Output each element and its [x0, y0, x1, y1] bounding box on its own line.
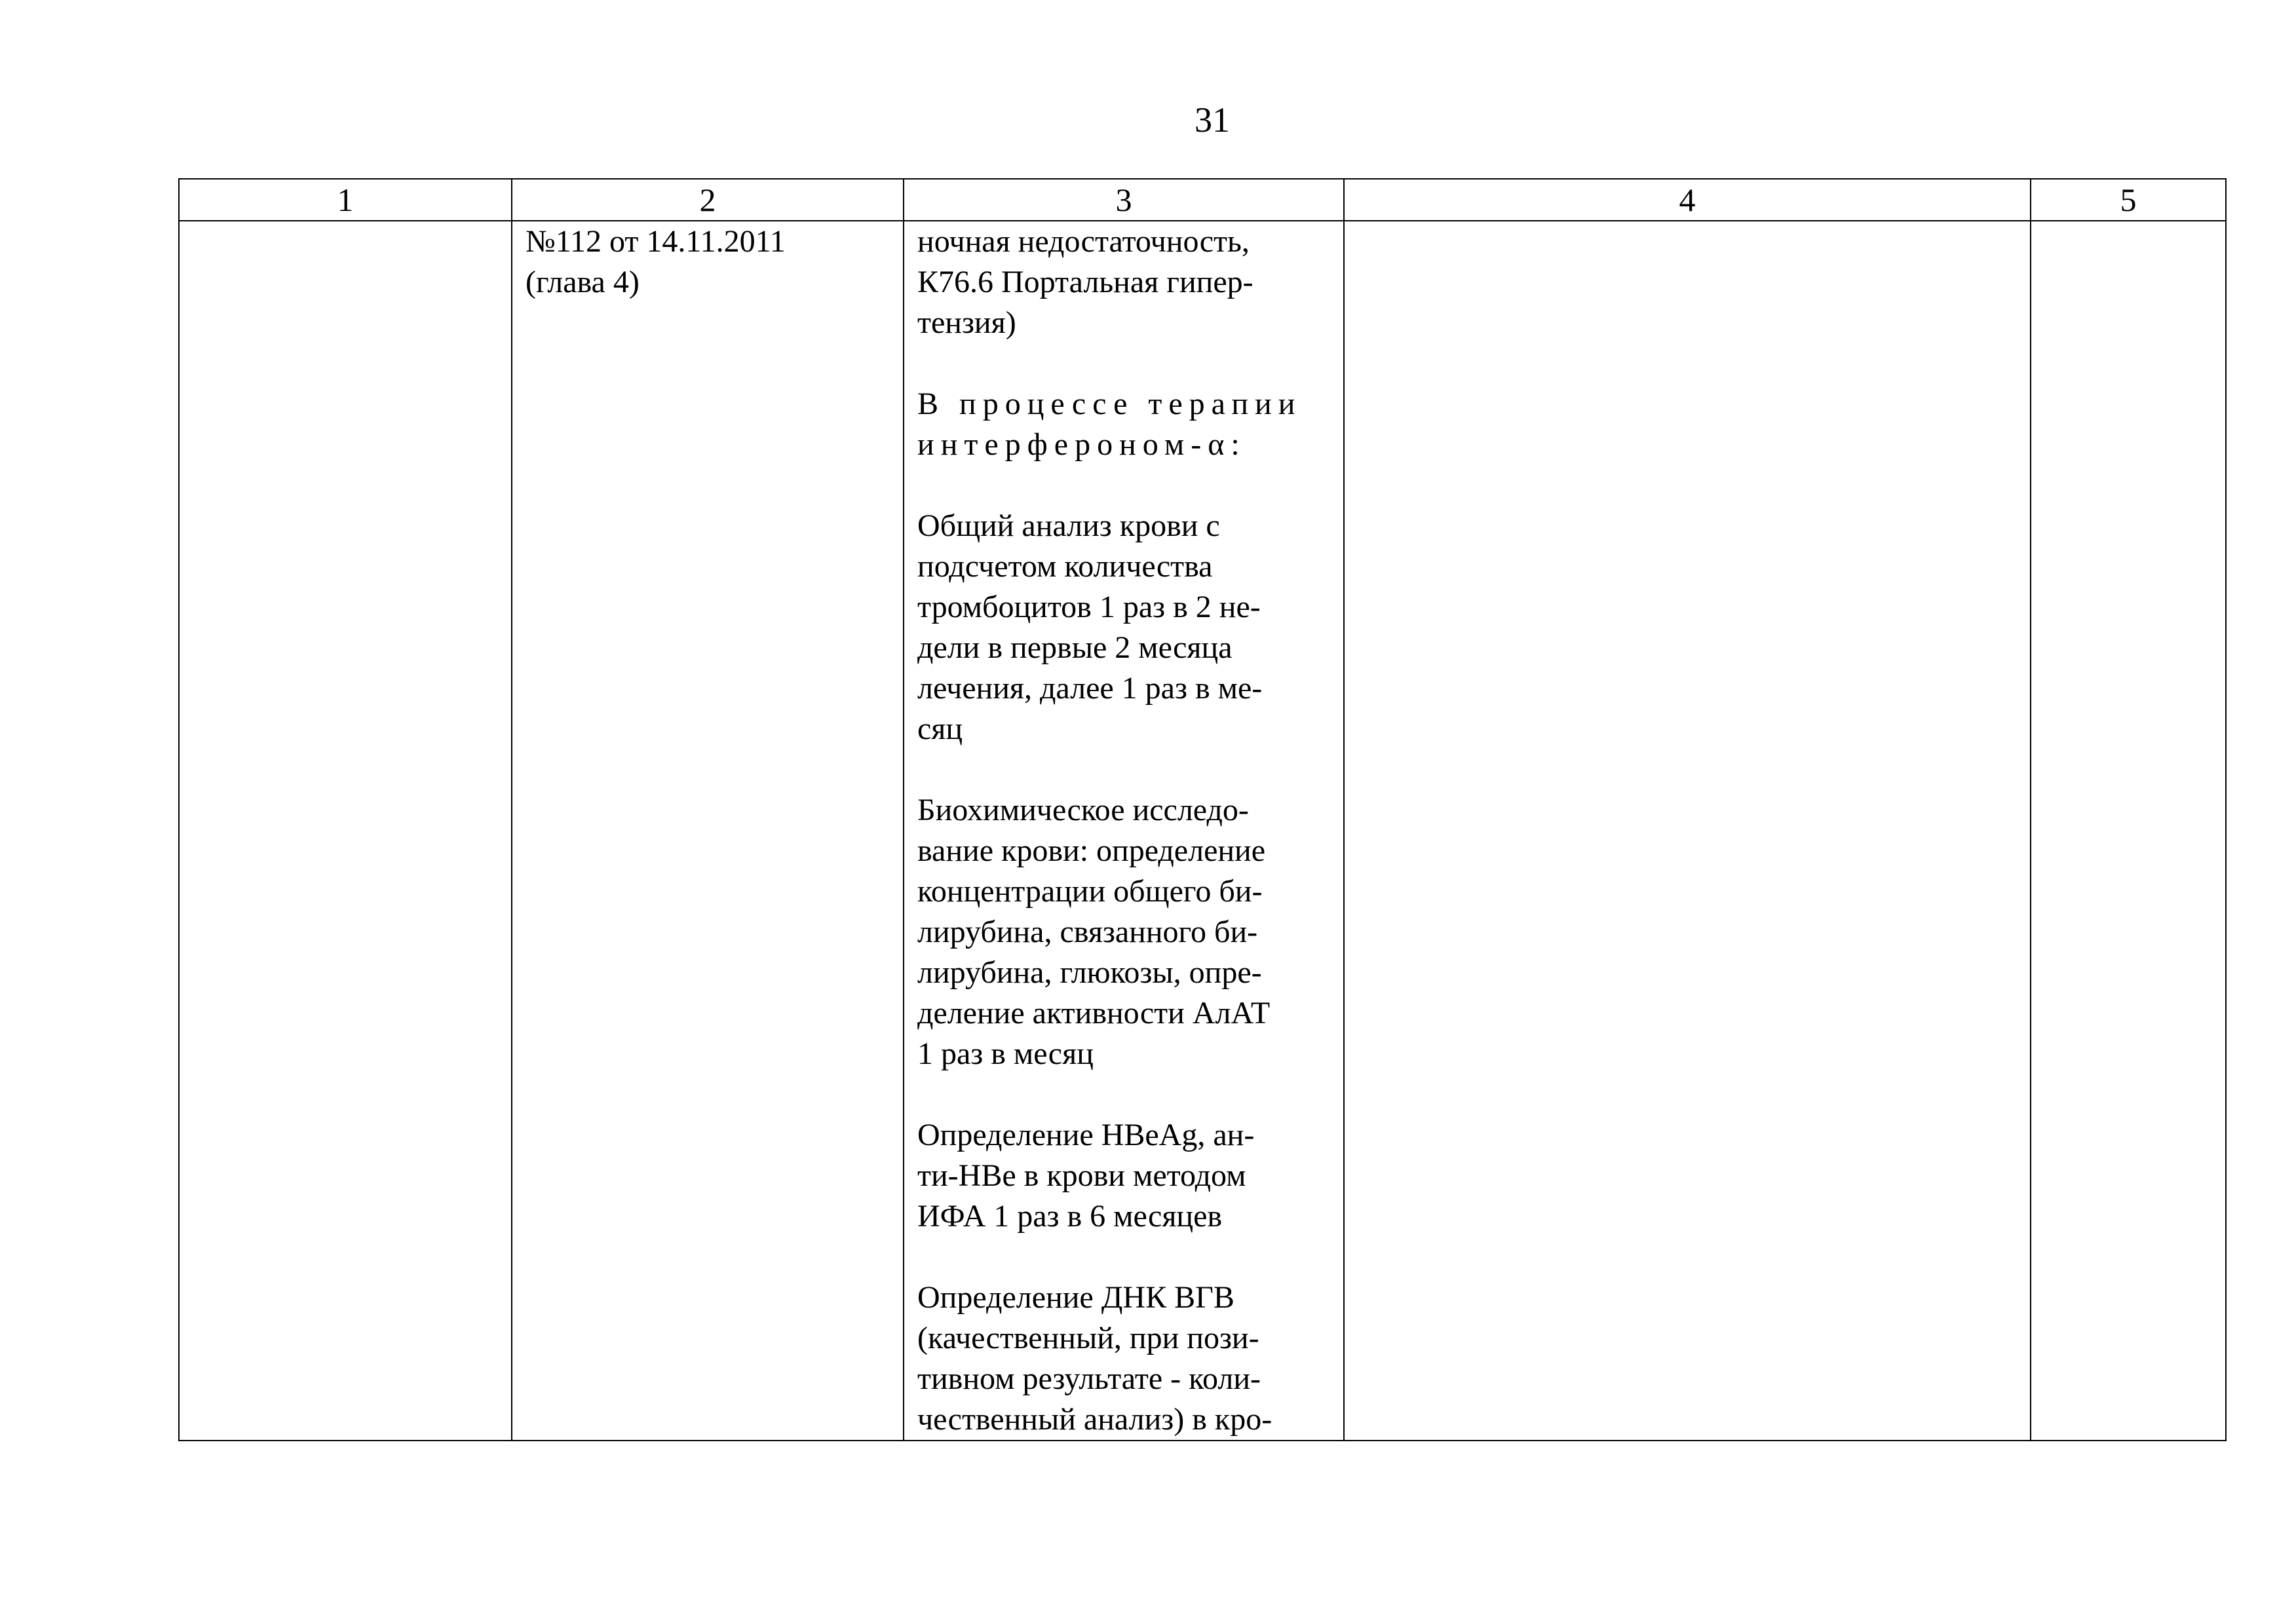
table-row	[179, 221, 2226, 1441]
document-table	[178, 178, 2227, 1441]
column-header-2: 2	[512, 179, 904, 221]
procedure-line: ИФА 1 раз в 6 месяцев	[917, 1199, 1223, 1234]
procedures-text	[904, 221, 1343, 1440]
column-header-4: 4	[1344, 179, 2031, 221]
regulation-reference	[512, 221, 903, 303]
procedure-line: Общий анализ крови с	[917, 508, 1220, 543]
procedure-paragraph	[917, 1277, 1330, 1440]
cell-col-4	[1344, 221, 2031, 1441]
procedure-line: интерфероном-α:	[917, 427, 1246, 462]
cell-col-3	[904, 221, 1344, 1441]
procedure-line: 1 раз в месяц	[917, 1036, 1094, 1071]
procedure-line: дели в первые 2 месяца	[917, 630, 1233, 665]
procedure-line: ти-HBe в крови методом	[917, 1158, 1246, 1193]
procedure-line: тензия)	[917, 305, 1016, 340]
procedure-line: подсчетом количества	[917, 549, 1213, 584]
procedure-line: Определение ДНК ВГВ	[917, 1280, 1234, 1315]
regulation-chapter: (глава 4)	[526, 265, 640, 299]
table-header-row	[179, 179, 2226, 221]
procedure-line: В процессе терапии	[917, 387, 1302, 421]
procedure-line: К76.6 Портальная гипер-	[917, 265, 1253, 299]
procedure-line: лечения, далее 1 раз в ме-	[917, 671, 1263, 706]
column-header-5: 5	[2031, 179, 2226, 221]
procedure-paragraph	[917, 384, 1330, 465]
procedure-line: чественный анализ) в кро-	[917, 1402, 1272, 1437]
procedure-line: (качественный, при пози-	[917, 1321, 1259, 1355]
procedure-paragraph	[917, 506, 1330, 749]
cell-col-2	[512, 221, 904, 1441]
procedure-line: концентрации общего би-	[917, 874, 1263, 909]
procedure-line: лирубина, связанного би-	[917, 915, 1258, 949]
procedure-line: тивном результате - коли-	[917, 1361, 1261, 1396]
page-number: 31	[1195, 100, 1230, 140]
procedure-line: Биохимическое исследо-	[917, 793, 1249, 827]
procedure-line: тромбоцитов 1 раз в 2 не-	[917, 590, 1261, 624]
procedure-line: деление активности АлАТ	[917, 996, 1271, 1030]
procedure-line: Определение HBeAg, ан-	[917, 1118, 1255, 1152]
column-header-1: 1	[179, 179, 512, 221]
column-header-3: 3	[904, 179, 1344, 221]
procedure-line: вание крови: определение	[917, 833, 1266, 868]
cell-col-1	[179, 221, 512, 1441]
cell-col-5	[2031, 221, 2226, 1441]
procedure-line: ночная недостаточность,	[917, 224, 1250, 259]
procedure-paragraph	[917, 790, 1330, 1074]
procedure-line: сяц	[917, 711, 963, 746]
procedure-paragraph	[917, 1115, 1330, 1237]
procedure-paragraph	[917, 221, 1330, 343]
regulation-number: №112 от 14.11.2011	[526, 224, 786, 259]
procedure-line: лирубина, глюкозы, опре-	[917, 955, 1262, 990]
